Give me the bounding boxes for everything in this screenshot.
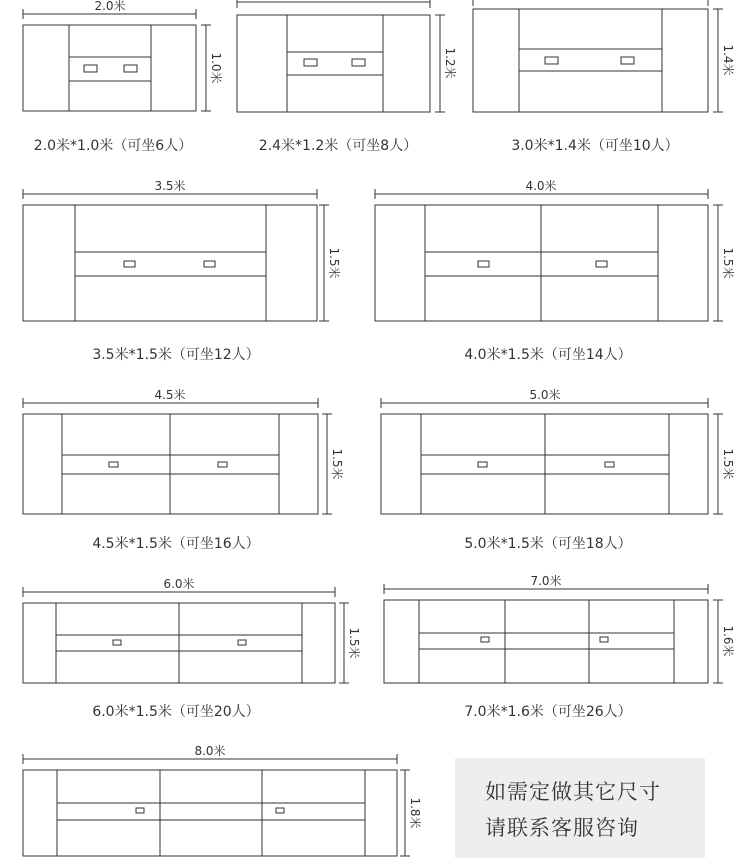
height-label-7: 1.5米 <box>721 448 735 480</box>
height-label-8: 1.5米 <box>347 627 361 659</box>
table-8 <box>23 587 349 683</box>
height-label-3: 1.4米 <box>721 44 735 76</box>
width-label-9: 7.0米 <box>530 574 562 588</box>
caption-4: 3.5米*1.5米（可坐12人） <box>92 347 260 363</box>
table-6 <box>23 398 332 514</box>
width-label-10: 8.0米 <box>194 744 226 758</box>
width-label-1: 2.0米 <box>94 0 126 13</box>
width-label-4: 3.5米 <box>154 179 186 193</box>
contact-line-1: 如需定做其它尺寸 <box>485 780 661 804</box>
width-label-8: 6.0米 <box>163 577 195 591</box>
table-10 <box>23 754 410 856</box>
height-label-5: 1.5米 <box>721 247 735 279</box>
custom-size-contact-box <box>455 758 705 858</box>
table-9 <box>384 584 723 683</box>
height-label-1: 1.0米 <box>209 52 223 84</box>
height-label-10: 1.8米 <box>408 797 422 829</box>
caption-3: 3.0米*1.4米（可坐10人） <box>511 138 679 154</box>
width-label-6: 4.5米 <box>154 388 186 402</box>
caption-5: 4.0米*1.5米（可坐14人） <box>464 347 632 363</box>
table-2 <box>237 0 445 112</box>
caption-1: 2.0米*1.0米（可坐6人） <box>33 138 193 154</box>
caption-2: 2.4米*1.2米（可坐8人） <box>258 138 418 154</box>
table-4 <box>23 189 329 321</box>
height-label-9: 1.6米 <box>721 625 735 657</box>
caption-9: 7.0米*1.6米（可坐26人） <box>464 704 632 720</box>
caption-8: 6.0米*1.5米（可坐20人） <box>92 704 260 720</box>
width-label-2 <box>317 0 348 1</box>
width-label-7: 5.0米 <box>529 388 561 402</box>
table-3 <box>473 0 723 112</box>
height-label-6: 1.5米 <box>330 448 344 480</box>
height-label-4: 1.5米 <box>327 247 341 279</box>
table-1 <box>23 9 211 111</box>
height-label-2: 1.2米 <box>443 47 457 79</box>
contact-line-2: 请联系客服咨询 <box>485 816 639 840</box>
table-7 <box>381 398 723 514</box>
width-label-5: 4.0米 <box>525 179 557 193</box>
table-5 <box>375 189 723 321</box>
caption-6: 4.5米*1.5米（可坐16人） <box>92 536 260 552</box>
caption-7: 5.0米*1.5米（可坐18人） <box>464 536 632 552</box>
